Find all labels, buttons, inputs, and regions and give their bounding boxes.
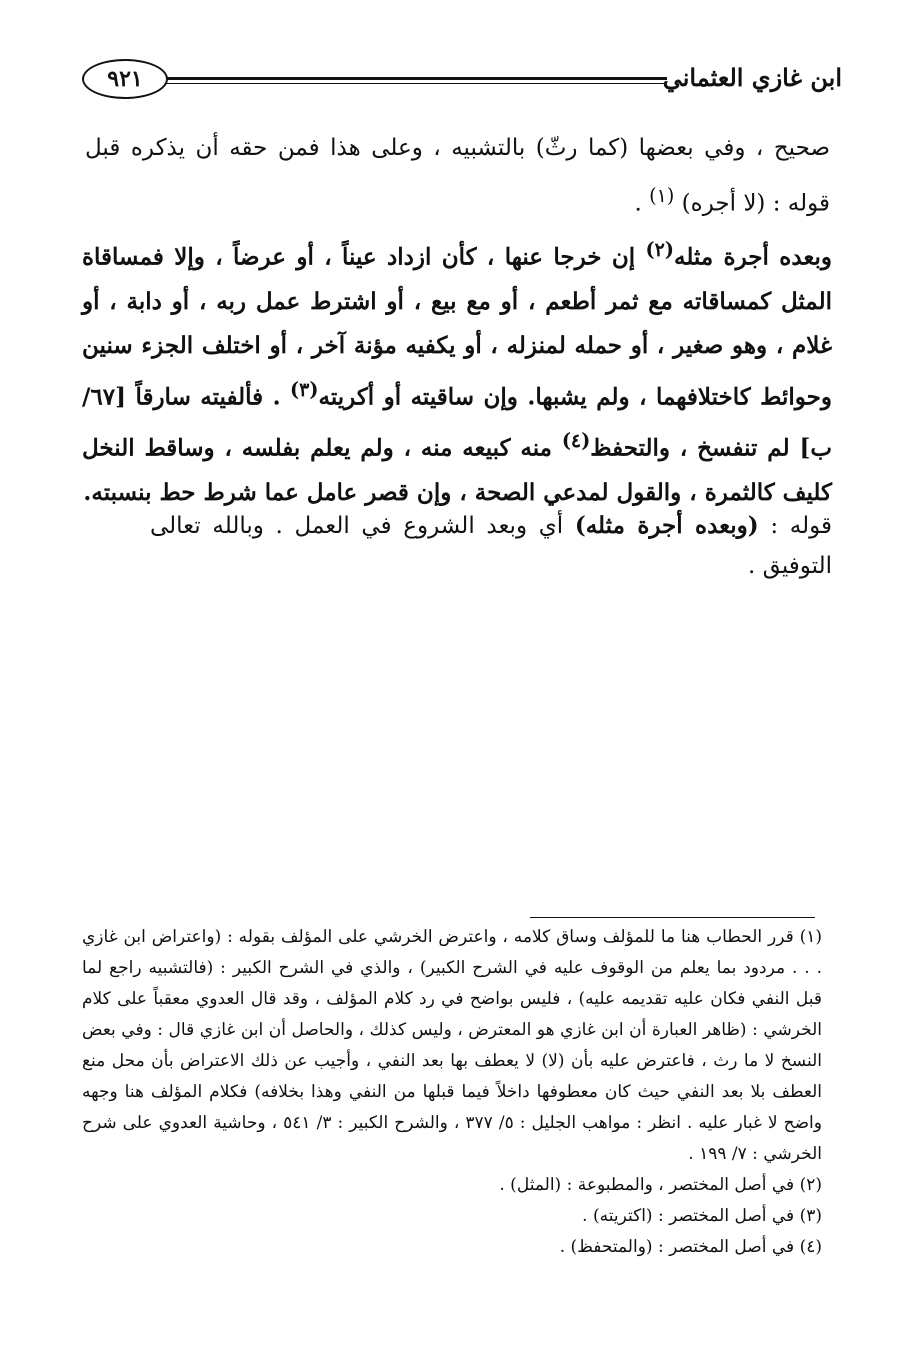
footnote-ref-1[interactable]: (١) bbox=[649, 184, 675, 207]
footnote-number: (١) bbox=[799, 927, 822, 947]
footnote-ref-2[interactable]: (٢) bbox=[645, 238, 674, 261]
footnote-text: في أصل المختصر : (والمتحفظ) . bbox=[559, 1237, 800, 1257]
footnote-ref-4[interactable]: (٤) bbox=[561, 429, 591, 453]
page-header bbox=[82, 55, 842, 107]
intro-paragraph bbox=[85, 124, 830, 228]
commentary-lead: قوله : bbox=[758, 513, 832, 539]
matn-paragraph bbox=[82, 228, 832, 515]
footnote-number: (٣) bbox=[799, 1206, 822, 1226]
header-rule bbox=[166, 77, 667, 80]
page-number: ٩٢١ bbox=[82, 59, 168, 99]
footnote-3 bbox=[82, 1201, 822, 1232]
matn-part-1: وبعده أجرة مثله bbox=[673, 243, 833, 271]
footnote-text: في أصل المختصر : (اكتريته) . bbox=[582, 1206, 800, 1226]
footnote-1 bbox=[82, 922, 822, 1170]
running-title: ابن غازي العثماني bbox=[662, 63, 842, 92]
matn-part-2: إن خرجا عنها ، كأن ازداد عيناً ، أو عرضاً ، وإلا فمساقاة المثل كمساقاته مع ثمر أطعم ، أو مع بيع ، أو اشترط عمل ربه ، أو دابة ، أو غلام ، وهو صغير ، أو حمله لمنزله ، أو يكفيه مؤنة آخر ، أو اختلف الجزء سنين وحوائط كاختلافهما ، ولم يشبها. وإن ساقيته أو أكريته bbox=[82, 243, 832, 411]
footnote-number: (٢) bbox=[799, 1175, 822, 1195]
intro-text: صحيح ، وفي بعضها (كما رثّ) بالتشبيه ، وعلى هذا فمن حقه أن يذكره قبل قوله : (لا أجره) bbox=[85, 135, 830, 217]
commentary-rest: أي وبعد الشروع في العمل . وبالله تعالى التوفيق . bbox=[150, 513, 832, 579]
matn-part-4: منه كبيعه منه ، ولم يعلم بفلسه ، وساقط النخل كليف كالثمرة ، والقول لمدعي الصحة ، وإن قصر عامل عما شرط حط بنسبته. bbox=[82, 434, 832, 506]
footnote-separator bbox=[530, 917, 815, 918]
footnote-number: (٤) bbox=[799, 1237, 822, 1257]
commentary-paragraph bbox=[150, 506, 832, 586]
footnote-text: قرر الحطاب هنا ما للمؤلف وساق كلامه ، واعترض الخرشي على المؤلف بقوله : (واعتراض ابن غازي . . . مردود بما يعلم من الوقوف عليه في الشرح الكبير) ، والذي في الشرح الكبير : (فالتشبيه راجع لما قبل النفي فكان عليه تقديمه عليه) ، فليس بواضح في رد كلام المؤلف ، وقد قال العدوي معقباً على كلام الخرشي : (ظاهر العبارة أن ابن غازي هو المعترض ، وليس كذلك ، والحاصل أن ابن غازي قال : وفي بعض النسخ لا ما رث ، فاعترض عليه بأن (لا) لا يعطف بها بعد النفي ، وأجيب عن ذلك الاعتراض بأن محل منع العطف بلا بعد النفي حيث كان معطوفها داخلاً فيما قبلها من النفي وهذا بخلافه) فكلام المؤلف هنا وجهه واضح لا غبار عليه . انظر : مواهب الجليل : ٥/ ٣٧٧ ، والشرح الكبير : ٣/ ٥٤١ ، وحاشية العدوي على شرح الخرشي : ٧/ ١٩٩ . bbox=[82, 927, 822, 1164]
footnote-4 bbox=[82, 1232, 822, 1263]
matn-part-3: . فألفيته سارقاً [٦٧/ب] لم تنفسخ ، والتحفظ bbox=[82, 383, 832, 462]
header-rule-thin bbox=[166, 83, 667, 84]
footnote-text: في أصل المختصر ، والمطبوعة : (المثل) . bbox=[499, 1175, 800, 1195]
commentary-quote: (وبعده أجرة مثله) bbox=[574, 512, 759, 539]
footnote-2 bbox=[82, 1170, 822, 1201]
footnote-ref-3[interactable]: (٣) bbox=[290, 377, 319, 401]
intro-end: . bbox=[634, 190, 650, 217]
footnotes-section bbox=[82, 922, 822, 1263]
